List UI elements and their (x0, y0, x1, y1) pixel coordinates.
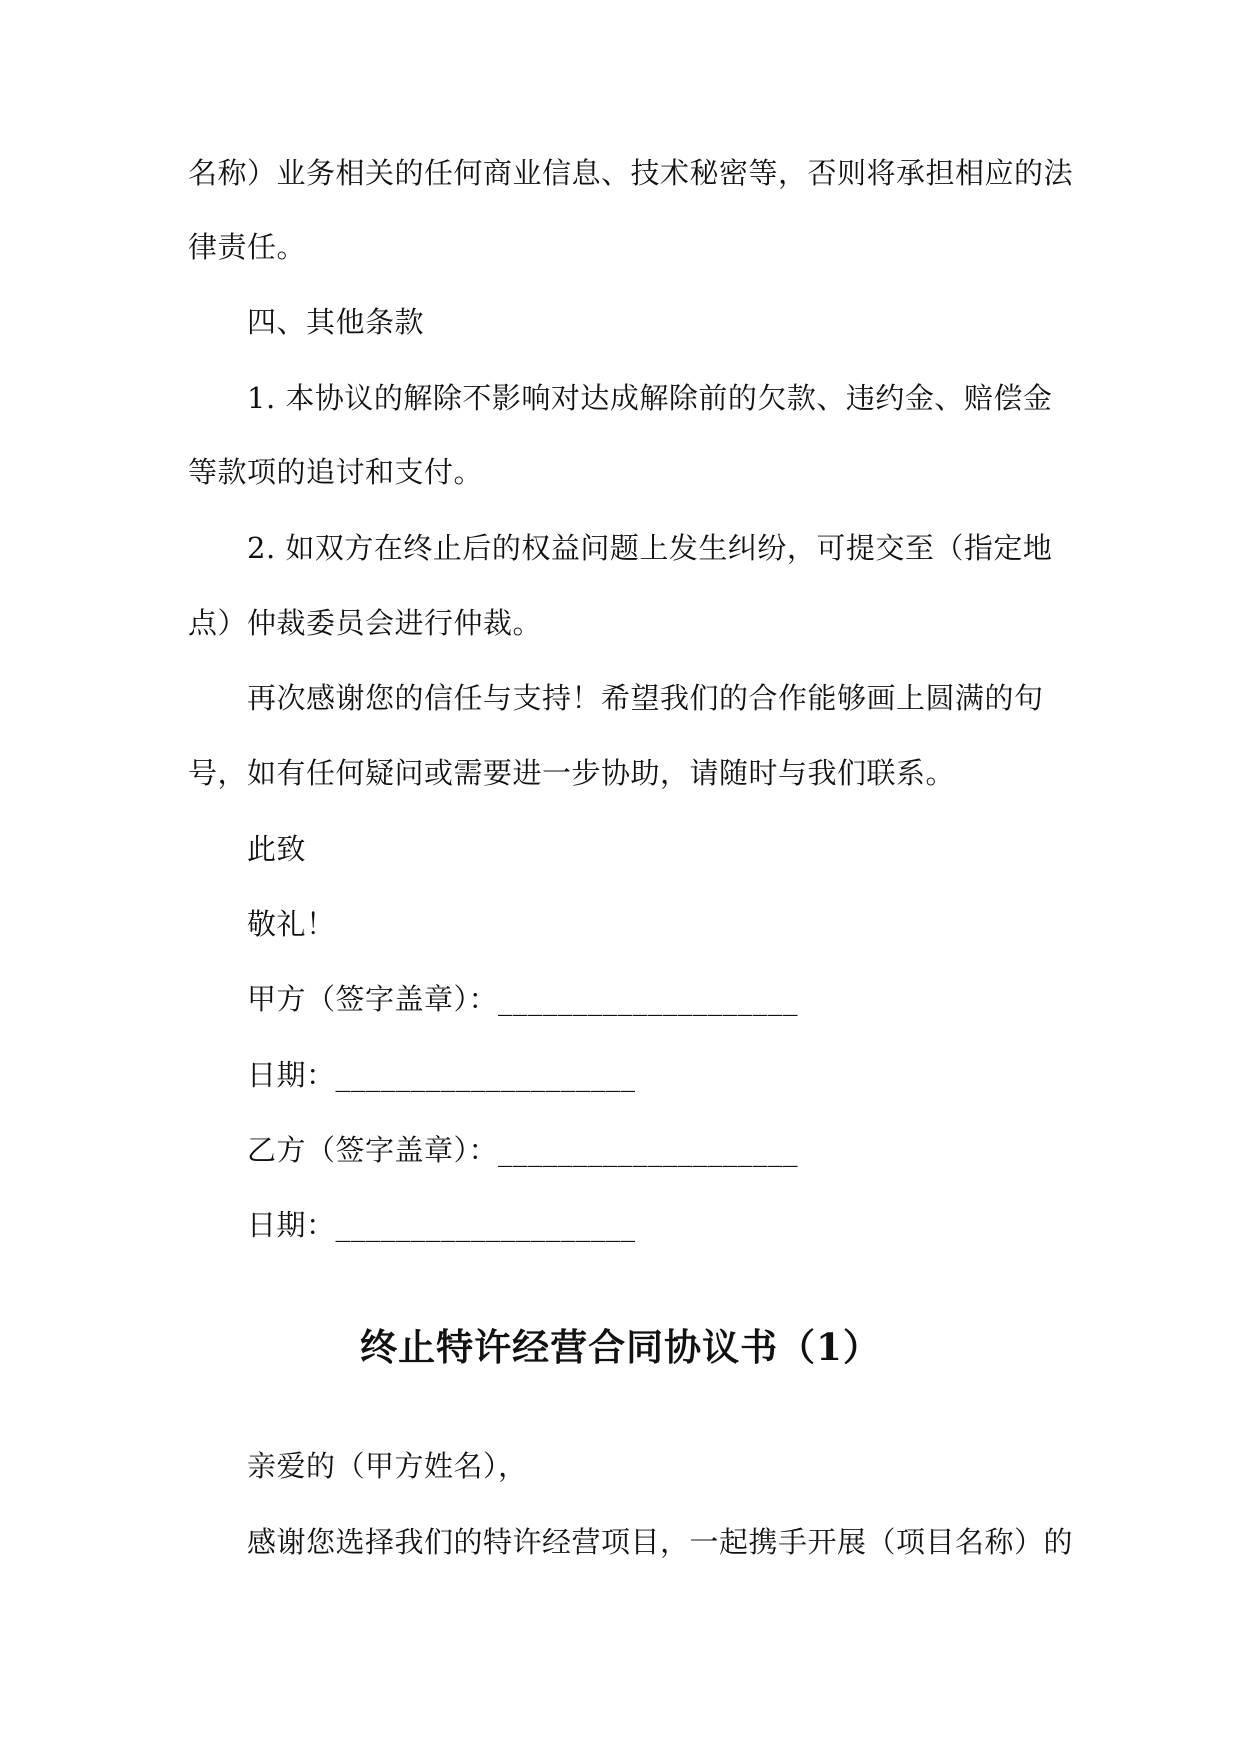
paragraph-line: 号，如有任何疑问或需要进一步协助，请随时与我们联系。 (188, 756, 956, 790)
paragraph-line: 名称）业务相关的任何商业信息、技术秘密等，否则将承担相应的法 (188, 156, 1074, 190)
section-heading: 四、其他条款 (247, 305, 425, 339)
paragraph-line: 1. 本协议的解除不影响对达成解除前的欠款、违约金、赔偿金 (247, 381, 1053, 415)
paragraph-line: 2. 如双方在终止后的权益问题上发生纠纷，可提交至（指定地 (247, 531, 1053, 565)
paragraph-line: 点）仲裁委员会进行仲裁。 (188, 606, 543, 640)
signature-line-party-b: 乙方（签字盖章）：____________________ (247, 1133, 799, 1167)
salutation-line: 亲爱的（甲方姓名）， (247, 1449, 528, 1483)
document-title: 终止特许经营合同协议书（1） (360, 1325, 881, 1369)
signature-line-party-a: 甲方（签字盖章）：____________________ (247, 982, 799, 1016)
paragraph-line: 等款项的追讨和支付。 (188, 455, 484, 489)
paragraph-line: 感谢您选择我们的特许经营项目，一起携手开展（项目名称）的 (247, 1525, 1074, 1559)
paragraph-line: 律责任。 (188, 230, 307, 264)
closing-line: 敬礼！ (247, 907, 336, 941)
paragraph-line: 再次感谢您的信任与支持！希望我们的合作能够画上圆满的句 (247, 681, 1044, 715)
date-line-party-a: 日期：____________________ (247, 1058, 636, 1092)
closing-line: 此致 (247, 832, 307, 866)
date-line-party-b: 日期：____________________ (247, 1208, 636, 1242)
